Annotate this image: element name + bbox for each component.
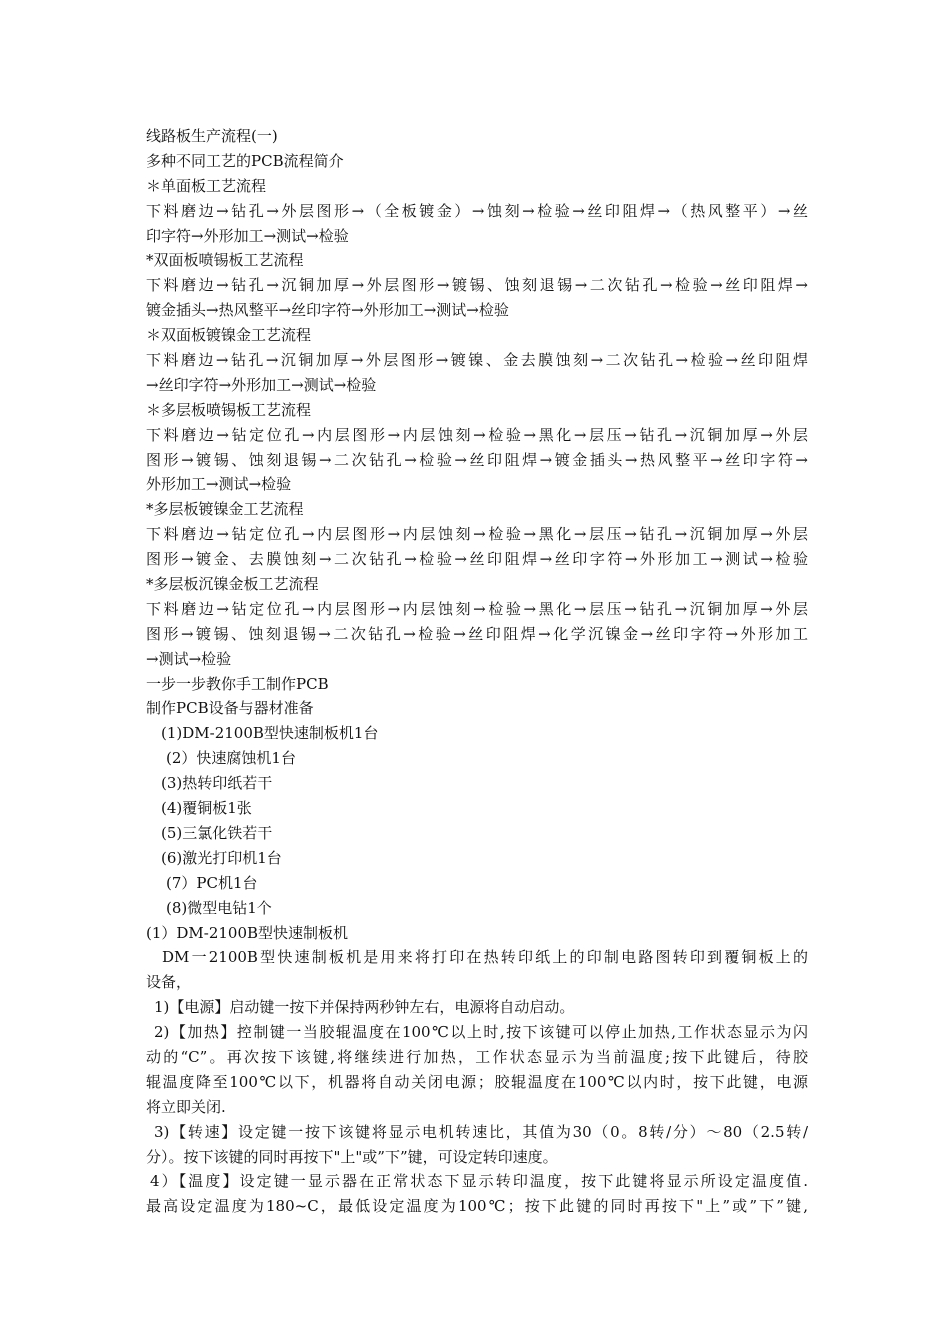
body-line: 将立即关闭. — [146, 1097, 226, 1116]
list-item: (6)激光打印机1台 — [161, 848, 282, 867]
body-line: 下料磨边→钻孔→外层图形→（全板镀金）→蚀刻→检验→丝印阻焊→（热风整平）→丝 — [146, 201, 808, 220]
body-line: 镀金插头→热风整平→丝印字符→外形加工→测试→检验 — [146, 301, 509, 320]
body-line: 3)【转速】设定键一按下该键将显示电机转速比，其值为30（0。8转/分）～80（2.5转/ — [154, 1122, 808, 1141]
section-heading: 多种不同工艺的PCB流程简介 — [146, 151, 344, 170]
body-line: 4）【温度】设定键一显示器在正常状态下显示转印温度，按下此键将显示所设定温度值. — [150, 1172, 808, 1191]
body-line: 下料磨边→钻孔→沉铜加厚→外层图形→镀锡、蚀刻退锡→二次钻孔→检验→丝印阻焊→ — [146, 276, 808, 295]
body-line: 下料磨边→钻孔→沉铜加厚→外层图形→镀镍、金去膜蚀刻→二次钻孔→检验→丝印阻焊 — [146, 351, 808, 370]
body-line: 下料磨边→钻定位孔→内层图形→内层蚀刻→检验→黑化→层压→钻孔→沉铜加厚→外层 — [146, 425, 808, 444]
body-line: 外形加工→测试→检验 — [146, 475, 292, 494]
body-line: →测试→检验 — [146, 649, 232, 668]
body-line: 图形→镀锡、蚀刻退锡→二次钻孔→检验→丝印阻焊→化学沉镍金→丝印字符→外形加工 — [146, 624, 808, 643]
body-line: 下料磨边→钻定位孔→内层图形→内层蚀刻→检验→黑化→层压→钻孔→沉铜加厚→外层 — [146, 599, 808, 618]
list-item: (1)DM-2100B型快速制板机1台 — [161, 724, 379, 743]
section-heading: 制作PCB设备与器材准备 — [146, 699, 314, 718]
process-heading: ＊双面板镀镍金工艺流程 — [146, 326, 312, 345]
process-heading: ＊单面板工艺流程 — [146, 176, 267, 195]
body-line: 动的“C”。再次按下该键,将继续进行加热，工作状态显示为当前温度;按下此键后，待胶 — [146, 1047, 808, 1066]
body-line: 最高设定温度为180~C，最低设定温度为100℃；按下此键的同时再按下"上”或”下”键, — [146, 1197, 808, 1216]
body-line: 2)【加热】控制键一当胶辊温度在100℃以上时,按下该键可以停止加热,工作状态显示为闪 — [154, 1023, 808, 1042]
body-line: DM一2100B型快速制板机是用来将打印在热转印纸上的印制电路图转印到覆铜板上的 — [162, 948, 808, 967]
body-line: 图形→镀锡、蚀刻退锡→二次钻孔→检验→丝印阻焊→镀金插头→热风整平→丝印字符→ — [146, 450, 808, 469]
list-item: (5)三氯化铁若干 — [161, 823, 273, 842]
body-line: 印字符→外形加工→测试→检验 — [146, 226, 349, 245]
process-heading: *多层板镀镍金工艺流程 — [146, 500, 304, 519]
body-line: 下料磨边→钻定位孔→内层图形→内层蚀刻→检验→黑化→层压→钻孔→沉铜加厚→外层 — [146, 525, 808, 544]
body-line: 分）。按下该键的同时再按下"上"或”下”键，可设定转印速度。 — [146, 1147, 558, 1166]
doc-title: 线路板生产流程(一) — [146, 127, 278, 145]
list-item: (2）快速腐蚀机1台 — [166, 749, 296, 768]
body-line: 1)【电源】启动键一按下并保持两秒钟左右，电源将自动启动。 — [154, 998, 575, 1017]
section-heading: 一步一步教你手工制作PCB — [146, 674, 329, 693]
body-line: 设备， — [146, 973, 192, 992]
subsection-heading: (1）DM-2100B型快速制板机 — [146, 923, 349, 942]
process-heading: *双面板喷锡板工艺流程 — [146, 251, 304, 270]
list-item: (8)微型电钻1个 — [166, 898, 272, 917]
list-item: (7）PC机1台 — [166, 873, 258, 892]
process-heading: ＊多层板喷锡板工艺流程 — [146, 400, 312, 419]
list-item: (4)覆铜板1张 — [161, 799, 252, 818]
process-heading: *多层板沉镍金板工艺流程 — [146, 575, 319, 594]
body-line: 辊温度降至100℃以下，机器将自动关闭电源；胶辊温度在100℃以内时，按下此键，电源 — [146, 1072, 808, 1091]
document-body — [146, 124, 808, 1219]
body-line: 图形→镀金、去膜蚀刻→二次钻孔→检验→丝印阻焊→丝印字符→外形加工→测试→检验 — [146, 550, 808, 569]
body-line: →丝印字符→外形加工→测试→检验 — [146, 375, 377, 394]
list-item: (3)热转印纸若干 — [161, 774, 273, 793]
